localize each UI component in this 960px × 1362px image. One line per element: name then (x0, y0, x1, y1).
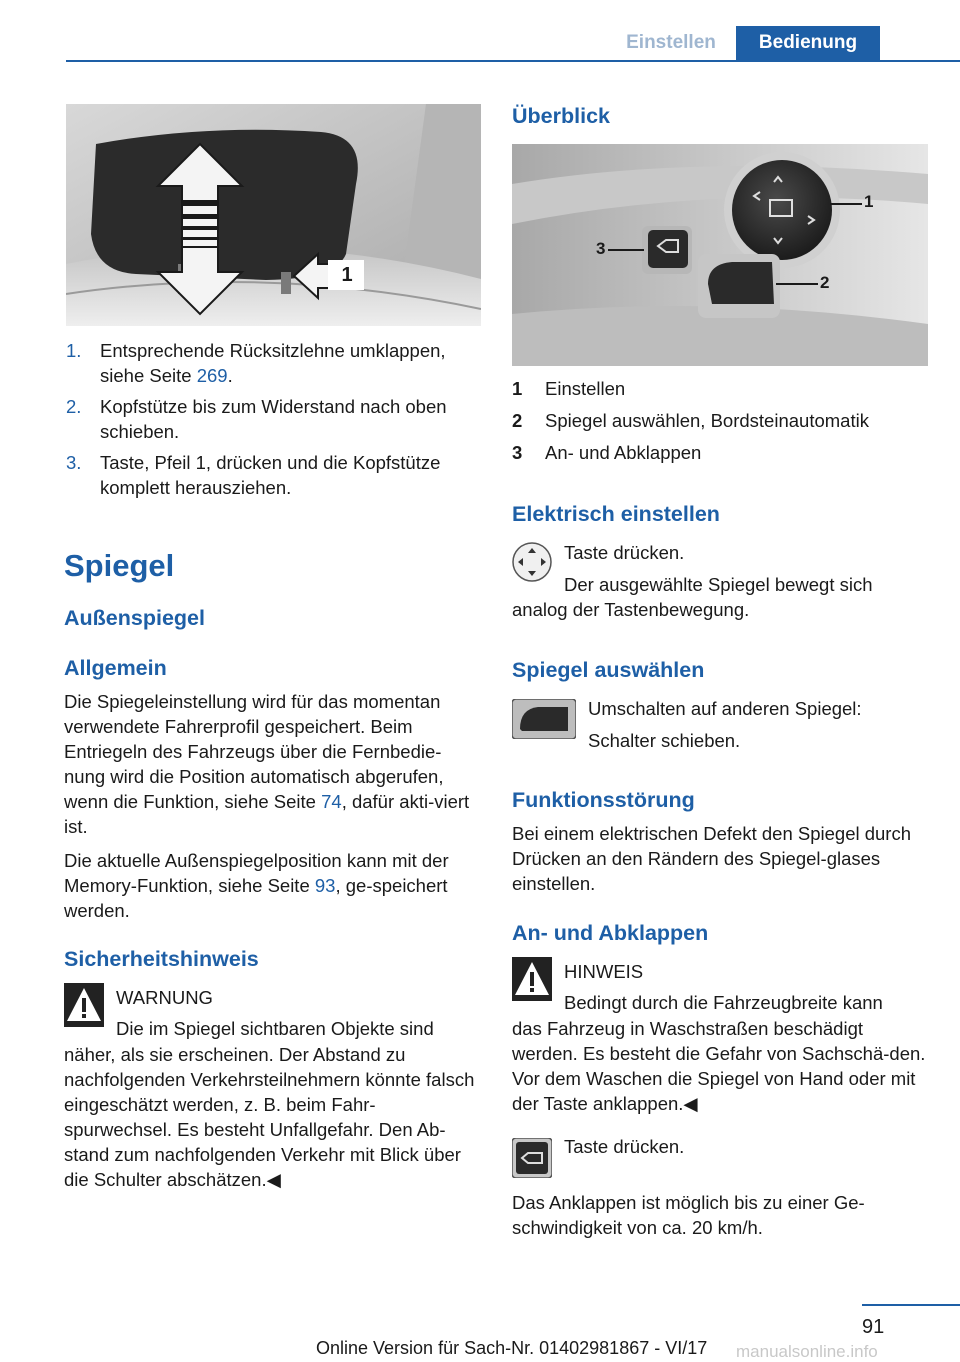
step-item (66, 394, 480, 444)
auswaehlen-line-2: Schalter schieben. (588, 730, 741, 751)
headrest-figure (66, 104, 481, 326)
elektrisch-line-2: Der ausgewählte Spiegel bewegt sich (564, 574, 873, 595)
direction-pad-icon (512, 542, 552, 582)
hinweis-line-1: Bedingt durch die Fahrzeugbreite kann (564, 992, 883, 1013)
mirror-selector-switch-icon (512, 699, 576, 739)
heading-sicherheitshinweis: Sicherheitshinweis (64, 947, 259, 971)
header-tab-bedienung: Bedienung (736, 26, 880, 60)
watermark-text: manualsonline.info (736, 1342, 878, 1361)
auswaehlen-line-1: Umschalten auf anderen Spiegel: (588, 698, 862, 719)
legend-item (512, 408, 928, 440)
warnung-label: WARNUNG (116, 987, 213, 1008)
warning-icon (64, 983, 104, 1027)
legend-key: 1 (512, 378, 523, 399)
stoerung-text: Bei einem elektrischen Defekt den Spiegel durch Drücken an den Rändern des Spiegel‐glases einstellen. (512, 823, 912, 894)
page-link-74[interactable]: 74 (321, 791, 342, 812)
online-version-note: Online Version für Sach-Nr. 01402981867 - VI/17 (316, 1338, 708, 1358)
legend-value: Spiegel auswählen, Bordsteinautomatik (545, 410, 869, 431)
warnung-line-1: Die im Spiegel sichtbaren Objekte sind (116, 1018, 434, 1039)
step-number: 3. (66, 452, 82, 473)
anklappen-text: Das Anklappen ist möglich bis zu einer Ge‐schwindigkeit von ca. 20 km/h. (512, 1192, 865, 1238)
legend-value: Einstellen (545, 378, 626, 399)
allgemein-paragraph-1: Die Spiegeleinstellung wird für das momentan verwendete Fahrerprofil gespeichert. Beim Entriegeln des Fahrzeugs über die Fernbedie‐nung wird die Position automatisch abgerufen, wenn die Funktion, siehe Seite 74, dafür akti‐viert ist. (64, 691, 470, 837)
heading-spiegel: Spiegel (64, 548, 175, 583)
legend-key: 2 (512, 410, 523, 431)
hinweis-label: HINWEIS (564, 961, 644, 982)
page-number: 91 (862, 1316, 885, 1338)
headrest-illustration (66, 104, 481, 326)
warning-icon (512, 957, 552, 1001)
heading-funktionsstoerung: Funktionsstörung (512, 788, 695, 812)
step-item (66, 338, 480, 388)
figure-callout-1: 1 (341, 264, 353, 286)
elektrisch-line-3: analog der Tastenbewegung. (512, 599, 750, 620)
mirror-controls-figure (512, 144, 928, 366)
legend-item (512, 376, 928, 408)
step-text: Kopfstütze bis zum Widerstand nach oben schieben. (100, 396, 447, 442)
legend-list (512, 376, 928, 472)
step-list (66, 338, 480, 500)
heading-an-und-abklappen: An- und Abklappen (512, 921, 709, 945)
mirror-controls-illustration (512, 144, 928, 366)
page-link-269[interactable]: 269 (196, 365, 228, 386)
footer-rule (862, 1304, 960, 1306)
figure-callout-2: 2 (820, 273, 830, 292)
taste-druecken-text: Taste drücken. (564, 1136, 685, 1157)
heading-aussenspiegel: Außenspiegel (64, 606, 205, 630)
heading-allgemein: Allgemein (64, 656, 167, 680)
fold-mirror-button-icon (512, 1138, 552, 1178)
figure-callout-1: 1 (864, 192, 874, 211)
elektrisch-line-1: Taste drücken. (564, 542, 685, 563)
heading-spiegel-auswaehlen: Spiegel auswählen (512, 658, 705, 682)
header-tab-einstellen: Einstellen (626, 32, 716, 53)
step-text: Taste, Pfeil 1, drücken und die Kopfstütze komplett herausziehen. (100, 452, 441, 498)
hinweis-text: das Fahrzeug in Waschstraßen beschädigt werden. Es besteht die Gefahr von Sachschä‐den. Vor dem Waschen die Spiegel von Hand oder mit der Taste anklappen.◀ (512, 1018, 926, 1114)
legend-item (512, 440, 928, 472)
step-text: Entsprechende Rücksitzlehne umklappen, siehe Seite 269. (100, 340, 446, 386)
warnung-text: näher, als sie erscheinen. Der Abstand zu nachfolgenden Verkehrsteilnehmern könnte falsch eingeschätzt werden, z. B. beim Fahr‐spurwechsel. Es besteht Unfallgefahr. Den Ab‐stand zum nachfolgenden Verkehr mit Blick über die Schulter abschätzen.◀ (64, 1044, 475, 1190)
legend-value: An- und Abklappen (545, 442, 702, 463)
heading-ueberblick: Überblick (512, 104, 610, 128)
heading-elektrisch-einstellen: Elektrisch einstellen (512, 502, 720, 526)
legend-key: 3 (512, 442, 523, 463)
step-number: 2. (66, 396, 82, 417)
allgemein-paragraph-2: Die aktuelle Außenspiegelposition kann mit der Memory-Funktion, siehe Seite 93, ge‐speichert werden. (64, 850, 449, 921)
figure-callout-3: 3 (596, 239, 606, 258)
page-link-93[interactable]: 93 (314, 875, 336, 896)
step-item (66, 450, 480, 500)
step-number: 1. (66, 340, 82, 361)
header-rule (66, 60, 960, 62)
